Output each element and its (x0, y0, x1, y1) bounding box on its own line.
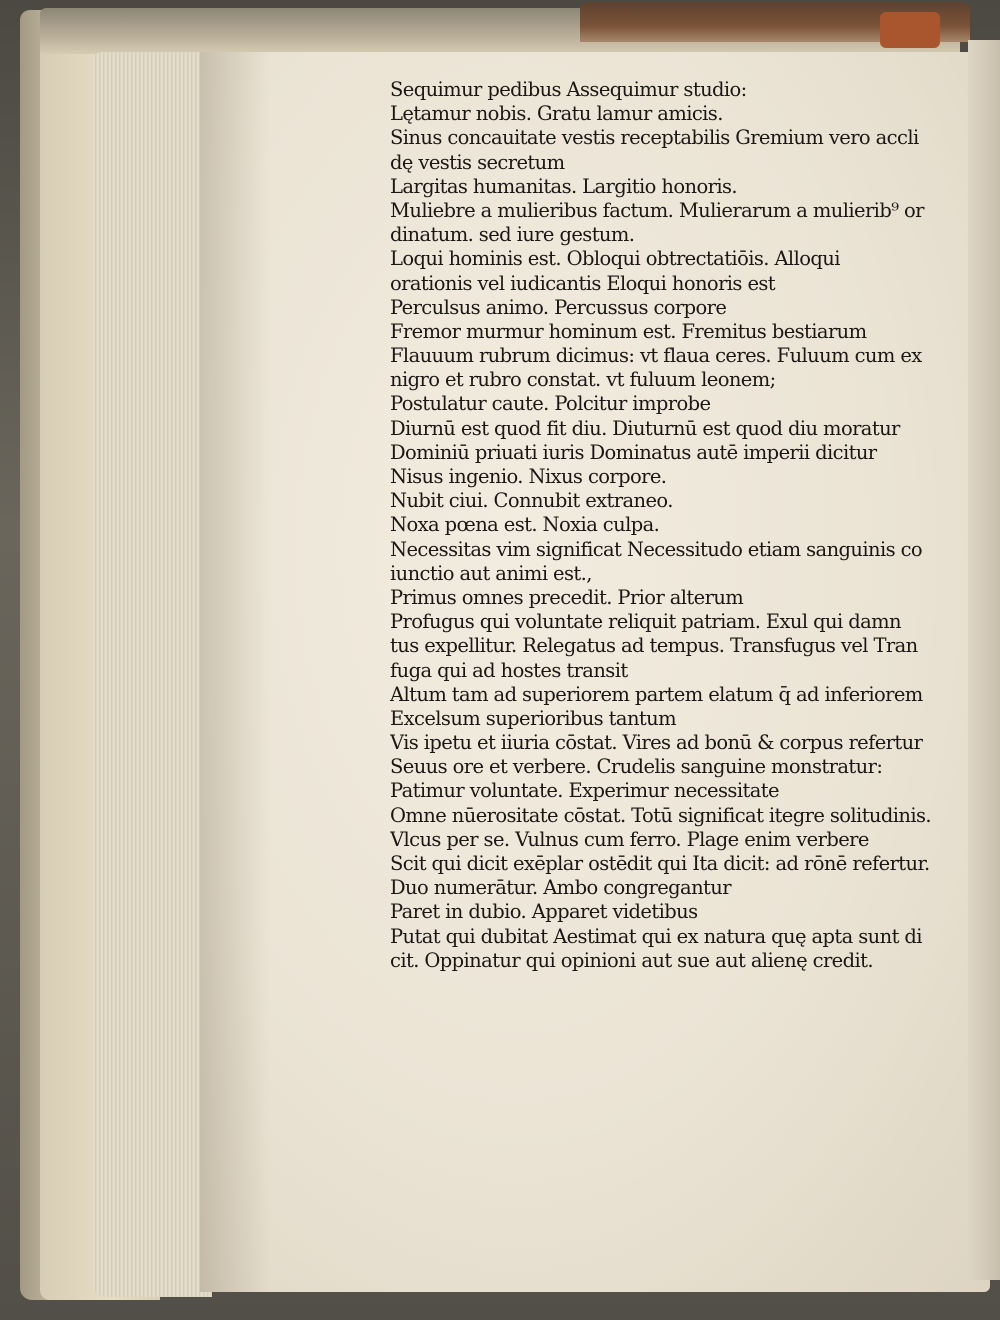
text-line: Nubit ciui. Connubit extraneo. (390, 489, 673, 513)
text-line: cit. Oppinatur qui opinioni aut sue aut alienę credit. (390, 948, 873, 972)
text-line: Vis ipetu et iiuria cōstat. Vires ad bonū & corpus refertur (390, 731, 923, 755)
text-line: orationis vel iudicantis Eloqui honoris est (390, 271, 776, 295)
text-line: Necessitas vim significat Necessitudo etiam sanguinis co (390, 537, 923, 561)
binding-tab (880, 12, 940, 48)
text-line: Paret in dubio. Apparet videtibus (390, 900, 698, 924)
text-line: Putat qui dubitat Aestimat qui ex natura quę apta sunt di (390, 924, 922, 948)
text-line: Postulatur caute. Polcitur improbe (390, 392, 711, 416)
printed-text-block (390, 78, 990, 1048)
page-gutter-shadow (200, 52, 270, 1292)
text-line: Sinus concauitate vestis receptabilis Gremium vero accli (390, 126, 919, 150)
text-line: Lętamur nobis. Gratu lamur amicis. (390, 102, 723, 126)
page-stack (92, 52, 212, 1297)
text-line: Dominiū priuati iuris Dominatus autē imperii dicitur (390, 440, 877, 464)
text-line: Nisus ingenio. Nixus corpore. (390, 465, 667, 488)
text-line: Noxa pœna est. Noxia culpa. (390, 513, 660, 537)
text-line: Loqui hominis est. Obloqui obtrectatiōis. Alloqui (390, 247, 840, 271)
text-line: dinatum. sed iure gestum. (390, 223, 635, 247)
text-line: Duo numerātur. Ambo congregantur (390, 876, 731, 900)
text-line: Profugus qui voluntate reliquit patriam. Exul qui damn (390, 610, 901, 634)
text-line: Altum tam ad superiorem partem elatum q̄ ad inferiorem (390, 682, 923, 706)
text-line: Patimur voluntate. Experimur necessitate (390, 779, 779, 803)
text-line: Scit qui dicit exēplar ostēdit qui Ita dicit: ad rōnē refertur. (390, 852, 930, 875)
text-line: Largitas humanitas. Largitio honoris. (390, 174, 737, 198)
text-line: tus expellitur. Relegatus ad tempus. Transfugus vel Tran (390, 634, 918, 658)
text-line: Seuus ore et verbere. Crudelis sanguine monstratur: (390, 755, 883, 779)
text-line: nigro et rubro constat. vt fuluum leonem; (390, 368, 776, 392)
text-line: Omne nūerositate cōstat. Totū significat itegre solitudinis. (390, 803, 932, 827)
text-line: Primus omnes precedit. Prior alterum (390, 585, 744, 609)
text-line: iunctio aut animi est., (390, 561, 592, 585)
text-line: Diurnū est quod fit diu. Diuturnū est quod diu moratur (390, 416, 900, 440)
text-line: dę vestis secretum (390, 150, 565, 174)
text-line: Sequimur pedibus Assequimur studio: (390, 78, 747, 101)
text-line: Vlcus per se. Vulnus cum ferro. Plage enim verbere (390, 827, 869, 851)
text-line: Perculsus animo. Percussus corpore (390, 295, 727, 319)
text-line: fuga qui ad hostes transit (390, 658, 628, 682)
text-line: Excelsum superioribus tantum (390, 706, 676, 730)
text-line: Fremor murmur hominum est. Fremitus bestiarum (390, 319, 867, 343)
text-line: Muliebre a mulieribus factum. Mulierarum a mulierib⁹ or (390, 198, 924, 222)
text-line: Flauuum rubrum dicimus: vt flaua ceres. Fuluum cum ex (390, 344, 922, 368)
